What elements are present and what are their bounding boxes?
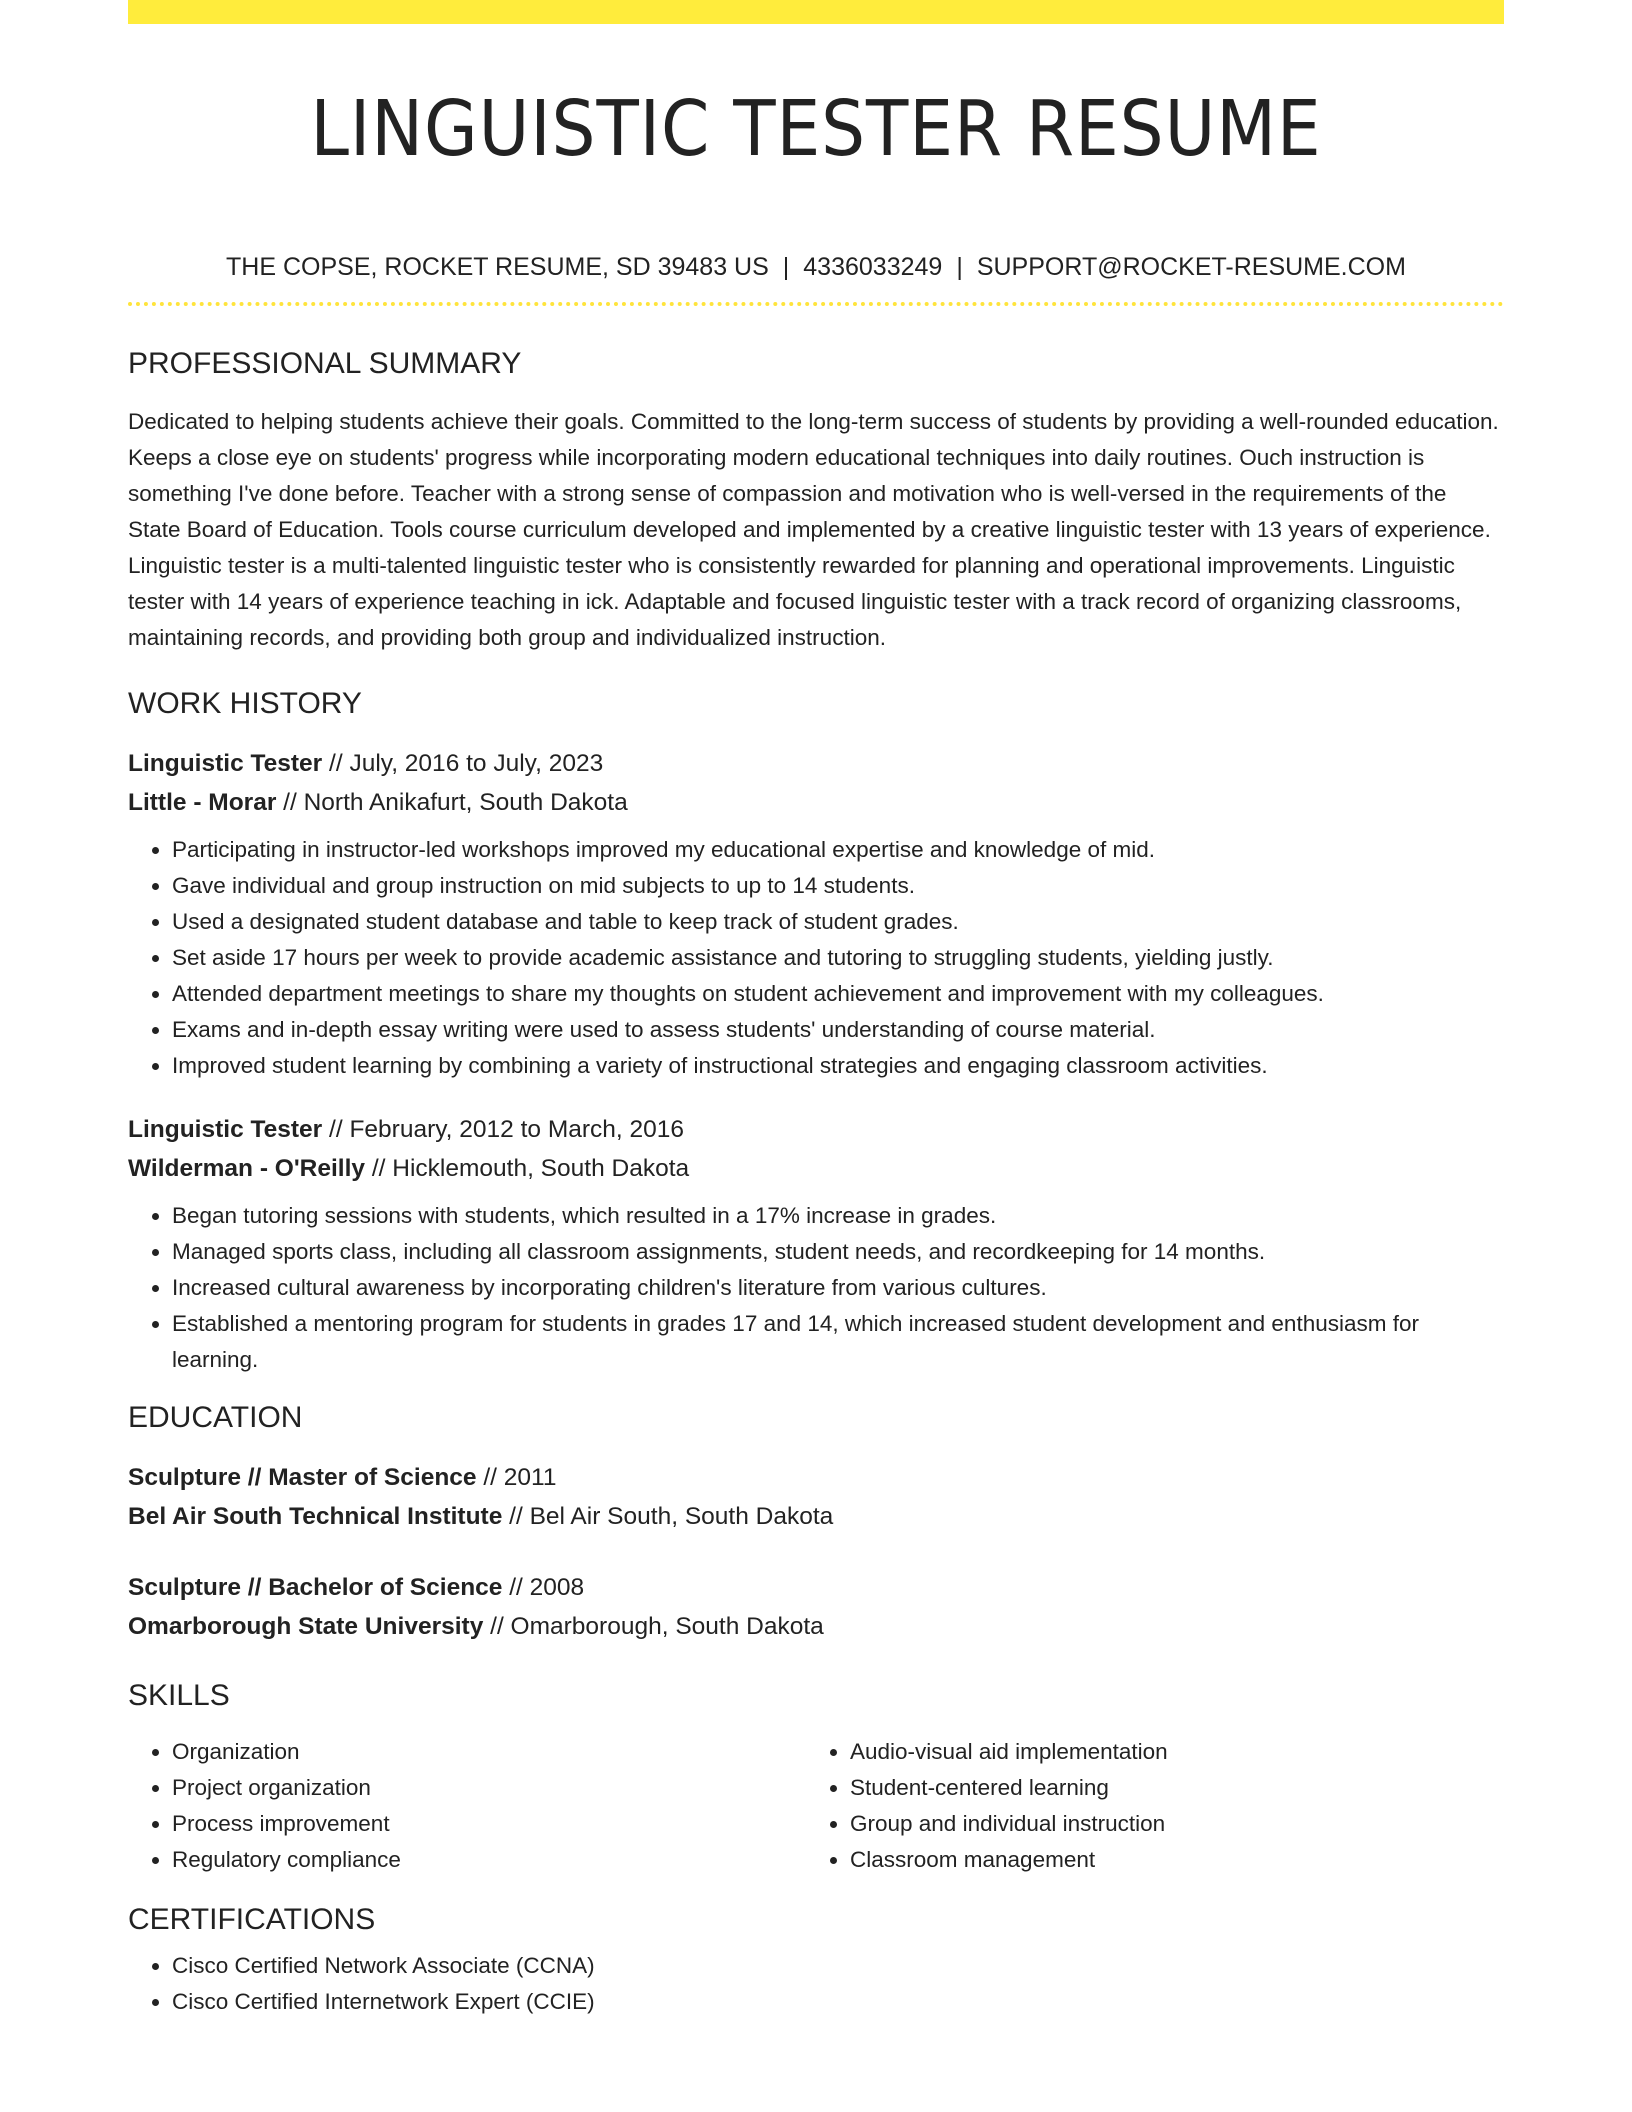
contact-phone: 4336033249 xyxy=(803,253,943,281)
list-item: • Group and individual instruction xyxy=(850,1806,1484,1842)
job-location: // Hicklemouth, South Dakota xyxy=(365,1155,690,1182)
education-location: // Omarborough, South Dakota xyxy=(483,1613,824,1640)
list-item: • Cisco Certified Internetwork Expert (CCIE) xyxy=(172,1984,1504,2020)
skills-heading: SKILLS xyxy=(128,1679,230,1712)
contact-line xyxy=(128,252,1504,282)
dotted-divider xyxy=(128,302,1504,306)
list-item: • Attended department meetings to share my thoughts on student achievement and improvement with my colleagues. xyxy=(172,976,1504,1012)
education-school-line xyxy=(128,1607,1504,1646)
education-school-line xyxy=(128,1497,1504,1536)
list-item: • Improved student learning by combining a variety of instructional strategies and engaging classroom activities. xyxy=(172,1048,1504,1084)
job-location: // North Anikafurt, South Dakota xyxy=(276,789,628,816)
list-item: • Project organization xyxy=(172,1770,806,1806)
certifications-heading: CERTIFICATIONS xyxy=(128,1903,376,1936)
education-degree: Sculpture // Bachelor of Science xyxy=(128,1574,503,1601)
contact-separator: | xyxy=(782,253,790,281)
job-employer-line xyxy=(128,1149,1504,1188)
job-bullets xyxy=(128,832,1504,1084)
job-dates: // July, 2016 to July, 2023 xyxy=(322,750,604,777)
list-item: • Participating in instructor-led workshops improved my educational expertise and knowledge of mid. xyxy=(172,832,1504,868)
education-degree-line xyxy=(128,1458,1504,1497)
list-item: • Gave individual and group instruction on mid subjects to up to 14 students. xyxy=(172,868,1504,904)
summary-text: Dedicated to helping students achieve their goals. Committed to the long-term success of students by providing a well-rounded education. Keeps a close eye on students' progress while incorporating modern educational techniques into daily routines. Ouch instruction is something I've done before. Teacher with a strong sense of compassion and motivation who is well-versed in the requirements of the State Board of Education. Tools course curriculum developed and implemented by a creative linguistic tester with 13 years of experience. Linguistic tester is a multi-talented linguistic tester who is consistently rewarded for planning and operational improvements. Linguistic tester with 14 years of experience teaching in ick. Adaptable and focused linguistic tester with a track record of organizing classrooms, maintaining records, and providing both group and individualized instruction. xyxy=(128,409,1499,650)
resume-title: LINGUISTIC TESTER RESUME xyxy=(310,85,1322,174)
list-item: • Organization xyxy=(172,1734,806,1770)
summary-heading: PROFESSIONAL SUMMARY xyxy=(128,347,522,380)
job-title: Linguistic Tester xyxy=(128,750,323,777)
work-history-heading: WORK HISTORY xyxy=(128,687,362,720)
contact-address: THE COPSE, ROCKET RESUME, SD 39483 US xyxy=(226,253,769,281)
list-item: • Cisco Certified Network Associate (CCNA) xyxy=(172,1948,1504,1984)
job-dates: // February, 2012 to March, 2016 xyxy=(322,1116,685,1143)
job-employer: Wilderman - O'Reilly xyxy=(128,1155,366,1182)
certifications-list xyxy=(128,1948,1504,2020)
list-item: • Used a designated student database and table to keep track of student grades. xyxy=(172,904,1504,940)
skills-column-right xyxy=(806,1734,1484,1878)
list-item: • Audio-visual aid implementation xyxy=(850,1734,1484,1770)
education-year: // 2008 xyxy=(502,1574,585,1601)
skills-grid xyxy=(128,1734,1504,1878)
list-item: • Managed sports class, including all classroom assignments, student needs, and recordkeeping for 14 months. xyxy=(172,1234,1504,1270)
job-title-line xyxy=(128,744,1504,783)
list-item: • Regulatory compliance xyxy=(172,1842,806,1878)
education-year: // 2011 xyxy=(476,1464,557,1491)
job-bullets xyxy=(128,1198,1504,1378)
list-item: • Established a mentoring program for students in grades 17 and 14, which increased student development and enthusiasm for learning. xyxy=(172,1306,1504,1378)
list-item: • Classroom management xyxy=(850,1842,1484,1878)
education-school: Omarborough State University xyxy=(128,1613,484,1640)
list-item: • Set aside 17 hours per week to provide academic assistance and tutoring to struggling students, yielding justly. xyxy=(172,940,1504,976)
job-employer-line xyxy=(128,783,1504,822)
education-degree: Sculpture // Master of Science xyxy=(128,1464,477,1491)
list-item: • Increased cultural awareness by incorporating children's literature from various cultures. xyxy=(172,1270,1504,1306)
list-item: • Exams and in-depth essay writing were used to assess students' understanding of course material. xyxy=(172,1012,1504,1048)
job-employer: Little - Morar xyxy=(128,789,277,816)
education-school: Bel Air South Technical Institute xyxy=(128,1503,503,1530)
job-title-line xyxy=(128,1110,1504,1149)
contact-separator: | xyxy=(956,253,963,281)
education-degree-line xyxy=(128,1568,1504,1607)
education-heading: EDUCATION xyxy=(128,1401,303,1434)
resume-content xyxy=(128,0,1504,2020)
skills-column-left xyxy=(128,1734,806,1878)
list-item: • Student-centered learning xyxy=(850,1770,1484,1806)
education-location: // Bel Air South, South Dakota xyxy=(502,1503,834,1530)
contact-email: SUPPORT@ROCKET-RESUME.COM xyxy=(976,253,1406,281)
list-item: • Process improvement xyxy=(172,1806,806,1842)
job-title: Linguistic Tester xyxy=(128,1116,323,1143)
list-item: • Began tutoring sessions with students, which resulted in a 17% increase in grades. xyxy=(172,1198,1504,1234)
